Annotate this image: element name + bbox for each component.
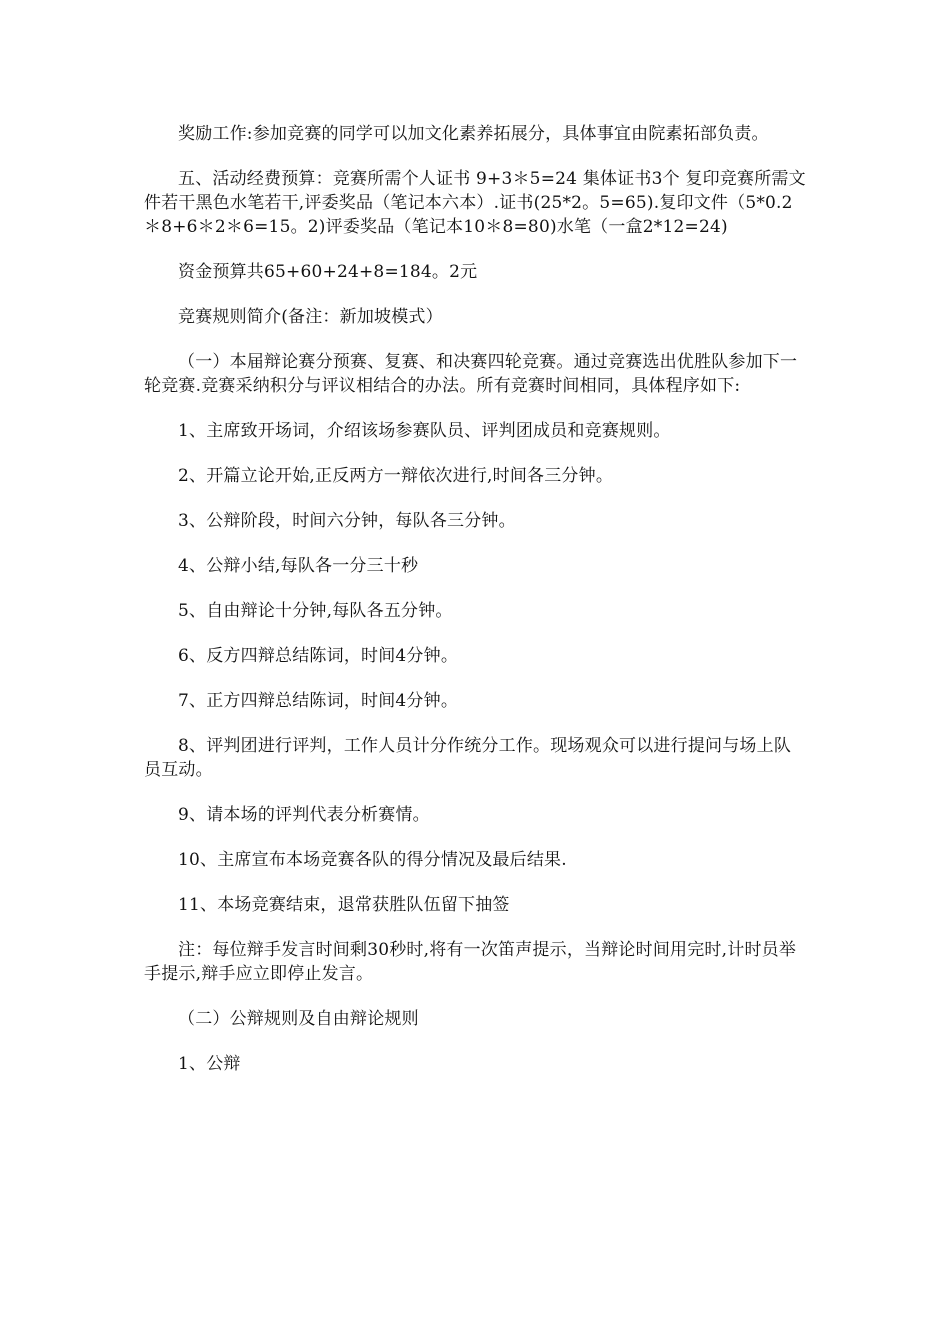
paragraph-budget-total: 资金预算共65+60+24+8=184。2元 <box>178 262 478 282</box>
paragraph-step-10: 10、主席宣布本场竞赛各队的得分情况及最后结果. <box>178 850 567 870</box>
document-body <box>144 122 808 1097</box>
paragraph-step-6: 6、反方四辩总结陈词，时间4分钟。 <box>178 646 459 666</box>
paragraph-public-debate: 1、公辩 <box>178 1054 241 1074</box>
paragraph-step-3: 3、公辩阶段，时间六分钟，每队各三分钟。 <box>178 511 516 531</box>
paragraph-step-5: 5、自由辩论十分钟,每队各五分钟。 <box>178 601 453 621</box>
paragraph-step-2: 2、开篇立论开始,正反两方一辩依次进行,时间各三分钟。 <box>178 466 614 486</box>
paragraph-step-9: 9、请本场的评判代表分析赛情。 <box>178 805 430 825</box>
paragraph-step-7: 7、正方四辩总结陈词，时间4分钟。 <box>178 691 459 711</box>
paragraph-step-11: 11、本场竞赛结束，退常获胜队伍留下抽签 <box>178 895 510 915</box>
paragraph-step-8: 8、评判团进行评判，工作人员计分作统分工作。现场观众可以进行提问与场上队员互动。 <box>144 736 792 780</box>
paragraph-note: 注：每位辩手发言时间剩30秒时,将有一次笛声提示，当辩论时间用完时,计时员举手提示,辩手应立即停止发言。 <box>144 940 797 984</box>
paragraph-budget: 五、活动经费预算：竞赛所需个人证书 9+3＊5=24 集体证书3个 复印竞赛所需文件若干黑色水笔若干,评委奖品（笔记本六本）.证书(25*2。5=65).复印文件（5*0.2＊8+6＊2＊6=15。2)评委奖品（笔记本10＊8=80)水笔（一盒2*12=24) <box>144 169 806 237</box>
paragraph-section-two: （二）公辩规则及自由辩论规则 <box>178 1009 419 1029</box>
paragraph-reward: 奖励工作:参加竞赛的同学可以加文化素养拓展分，具体事宜由院素拓部负责。 <box>178 124 769 144</box>
paragraph-step-1: 1、主席致开场词，介绍该场参赛队员、评判团成员和竞赛规则。 <box>178 421 671 441</box>
paragraph-section-one: （一）本届辩论赛分预赛、复赛、和决赛四轮竞赛。通过竞赛选出优胜队参加下一轮竞赛.竞赛采纳积分与评议相结合的办法。所有竞赛时间相同，具体程序如下: <box>144 352 798 396</box>
paragraph-rules-intro: 竞赛规则简介(备注：新加坡模式） <box>178 307 443 327</box>
paragraph-step-4: 4、公辩小结,每队各一分三十秒 <box>178 556 419 576</box>
